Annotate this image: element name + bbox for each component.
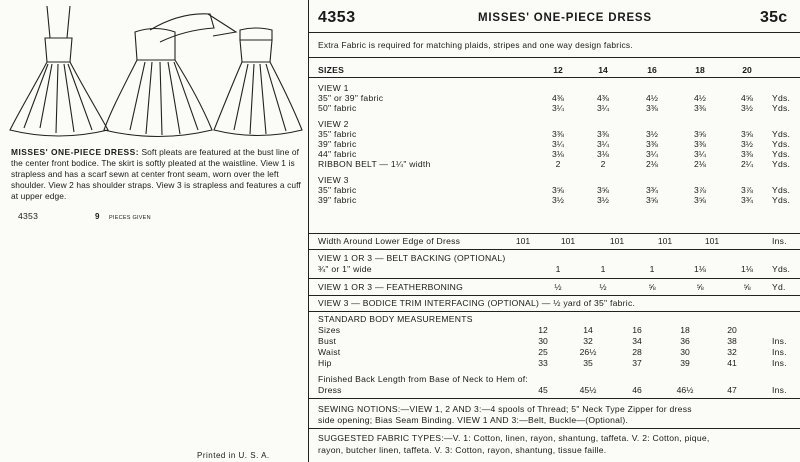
- width-unit: Ins.: [772, 236, 787, 246]
- measurement-row-value: 41: [727, 358, 737, 368]
- fabric-row-value: 3⅛: [552, 149, 564, 159]
- featherboning-value: ½: [599, 282, 607, 292]
- fabric-row-value: 3⅝: [597, 185, 609, 195]
- description-title: MISSES' ONE-PIECE DRESS:: [11, 147, 140, 157]
- fabric-row-value: 3½: [741, 139, 753, 149]
- fabric-row-value: 3¼: [597, 103, 609, 113]
- back-length-label: Finished Back Length from Base of Neck to Hem of:: [318, 374, 528, 384]
- belt-backing-unit: Yds.: [772, 264, 791, 274]
- fabric-row-label: 35" fabric: [318, 129, 357, 139]
- size-header: 18: [695, 65, 705, 75]
- width-value: 101: [609, 236, 625, 246]
- sewing-notions-line-2: side opening; Bias Seam Binding. VIEW 1 AND 3:—Belt, Buckle—(Optional).: [318, 415, 629, 425]
- fabric-row-value: 4⅝: [741, 93, 753, 103]
- fabric-row-value: 3⅞: [741, 185, 753, 195]
- fabric-row-value: 4⅜: [552, 93, 564, 103]
- pattern-number: 4353: [318, 9, 356, 26]
- fabric-types-line-2: rayon, butcher linen, taffeta. V. 3: Cotton, rayon, shantung, tissue faille.: [318, 445, 607, 455]
- fabric-types-line-1: SUGGESTED FABRIC TYPES:—V. 1: Cotton, linen, rayon, shantung, taffeta. V. 2: Cotton, pique,: [318, 433, 710, 443]
- dress-view-back-straps: [10, 6, 108, 136]
- featherboning-value: ⅝: [648, 282, 656, 292]
- dress-length-label: Dress: [318, 385, 342, 395]
- fabric-row-value: 3½: [741, 103, 753, 113]
- dress-length-value: 45: [538, 385, 548, 395]
- fabric-row-unit: Yds.: [772, 129, 791, 139]
- fabric-row-value: 3⅜: [741, 149, 753, 159]
- fabric-row-value: 3⅜: [646, 139, 658, 149]
- fabric-row-value: 3¾: [741, 195, 753, 205]
- dress-length-value: 45½: [579, 385, 597, 395]
- measurement-row-value: 12: [538, 325, 548, 335]
- measurement-row-value: 35: [583, 358, 593, 368]
- measurement-row-value: 36: [680, 336, 690, 346]
- divider: [309, 295, 800, 296]
- divider: [309, 428, 800, 429]
- size-header: 12: [553, 65, 563, 75]
- dress-view-strapless: [214, 28, 302, 136]
- pieces-count: 9: [95, 212, 100, 221]
- measurement-row-value: 16: [632, 325, 642, 335]
- divider: [309, 233, 800, 234]
- belt-backing-value: 1: [600, 264, 606, 274]
- view-title: VIEW 2: [318, 119, 349, 129]
- pattern-description: [11, 147, 301, 202]
- sewing-notions-line-1: SEWING NOTIONS:—VIEW 1, 2 AND 3:—4 spools of Thread; 5" Neck Type Zipper for dress: [318, 404, 692, 414]
- fabric-row-value: 2⅛: [646, 159, 658, 169]
- fabric-row-label: 35" or 39" fabric: [318, 93, 384, 103]
- measurement-row-label: Waist: [318, 347, 341, 357]
- measurement-row-value: 30: [538, 336, 548, 346]
- measurement-row-value: 26½: [579, 347, 597, 357]
- measurement-row-unit: Ins.: [772, 358, 787, 368]
- width-value: 101: [515, 236, 531, 246]
- fabric-row-value: 3¾: [646, 185, 658, 195]
- dress-illustrations: [0, 0, 306, 145]
- measurement-row-value: 25: [538, 347, 548, 357]
- fabric-row-value: 3⅜: [597, 129, 609, 139]
- measurement-row-value: 38: [727, 336, 737, 346]
- belt-backing-value: 1: [555, 264, 561, 274]
- fabric-row-value: 2¼: [741, 159, 753, 169]
- belt-backing-value: 1⅛: [741, 264, 753, 274]
- dress-length-value: 47: [727, 385, 737, 395]
- extra-fabric-note: Extra Fabric is required for matching plaids, stripes and one way design fabrics.: [318, 40, 633, 50]
- belt-backing-title: VIEW 1 OR 3 — BELT BACKING (OPTIONAL): [318, 253, 506, 263]
- pattern-title: MISSES' ONE-PIECE DRESS: [478, 12, 652, 24]
- featherboning-value: ⅝: [743, 282, 751, 292]
- width-label: Width Around Lower Edge of Dress: [318, 236, 461, 246]
- width-value: 101: [657, 236, 673, 246]
- fabric-row-value: 3⅝: [694, 195, 706, 205]
- width-value: 101: [704, 236, 720, 246]
- measurement-row-value: 37: [632, 358, 642, 368]
- divider: [309, 32, 800, 33]
- measurement-row-value: 34: [632, 336, 642, 346]
- measurements-title: STANDARD BODY MEASUREMENTS: [318, 314, 473, 324]
- fabric-chart-panel: [308, 0, 800, 462]
- fabric-row-value: 3⅜: [646, 103, 658, 113]
- fabric-row-value: 3½: [597, 195, 609, 205]
- pattern-code: 4353: [18, 211, 39, 221]
- featherboning-label: VIEW 1 OR 3 — FEATHERBONING: [318, 282, 464, 292]
- divider: [309, 77, 800, 78]
- fabric-row-unit: Yds.: [772, 103, 791, 113]
- fabric-row-value: 3⅛: [597, 149, 609, 159]
- fabric-row-label: 35" fabric: [318, 185, 357, 195]
- fabric-row-value: 3¼: [694, 149, 706, 159]
- fabric-row-label: 39" fabric: [318, 139, 357, 149]
- belt-backing-value: 1: [649, 264, 655, 274]
- divider: [309, 278, 800, 279]
- featherboning-unit: Yd.: [772, 282, 786, 292]
- description-body: Soft pleats are featured at the bust line of the center front bodice. The skirt is softly pleated at the waistline. View 1 is strapless and has a scarf sewn at center front seam, worn over the left shoulder. View 2 has shoulder straps. View 3 is strapless and features a cuff at upper edge.: [11, 147, 301, 201]
- fabric-row-value: 3⅝: [694, 129, 706, 139]
- fabric-row-value: 3¼: [552, 103, 564, 113]
- featherboning-value: ⅝: [696, 282, 704, 292]
- fabric-row-value: 2: [600, 159, 606, 169]
- divider: [309, 249, 800, 250]
- fabric-row-unit: Yds.: [772, 93, 791, 103]
- fabric-row-label: RIBBON BELT — 1¼" width: [318, 159, 431, 169]
- measurement-row-value: 32: [727, 347, 737, 357]
- belt-backing-value: 1⅛: [694, 264, 706, 274]
- fabric-row-value: 3⅝: [646, 195, 658, 205]
- fabric-row-unit: Yds.: [772, 159, 791, 169]
- measurement-row-value: 18: [680, 325, 690, 335]
- fabric-row-value: 4⅜: [597, 93, 609, 103]
- fabric-row-value: 4½: [646, 93, 658, 103]
- price: 35c: [760, 9, 788, 26]
- pieces-label: PIECES GIVEN: [109, 215, 151, 221]
- view-title: VIEW 1: [318, 83, 349, 93]
- fabric-row-unit: Yds.: [772, 195, 791, 205]
- measurement-row-value: 39: [680, 358, 690, 368]
- measurement-row-label: Sizes: [318, 325, 341, 335]
- fabric-row-value: 3¼: [552, 139, 564, 149]
- printed-in: Printed in U. S. A.: [197, 451, 270, 460]
- fabric-row-unit: Yds.: [772, 185, 791, 195]
- dress-length-unit: Ins.: [772, 385, 787, 395]
- fabric-row-value: 3⅝: [552, 185, 564, 195]
- view-title: VIEW 3: [318, 175, 349, 185]
- fabric-row-unit: Yds.: [772, 149, 791, 159]
- size-header: 20: [742, 65, 752, 75]
- size-header: 16: [647, 65, 657, 75]
- fabric-row-unit: Yds.: [772, 139, 791, 149]
- measurement-row-label: Bust: [318, 336, 337, 346]
- fabric-row-value: 3¼: [646, 149, 658, 159]
- fabric-row-value: 3⅝: [741, 129, 753, 139]
- fabric-row-value: 3½: [552, 195, 564, 205]
- featherboning-value: ½: [554, 282, 562, 292]
- fabric-row-value: 3⅜: [694, 103, 706, 113]
- divider: [309, 311, 800, 312]
- fabric-row-value: 3⅜: [694, 139, 706, 149]
- fabric-row-label: 50" fabric: [318, 103, 357, 113]
- measurement-row-value: 20: [727, 325, 737, 335]
- measurement-row-value: 30: [680, 347, 690, 357]
- divider: [309, 398, 800, 399]
- sizes-label: SIZES: [318, 65, 345, 75]
- dress-length-value: 46½: [676, 385, 694, 395]
- fabric-row-value: 3½: [646, 129, 658, 139]
- fabric-row-value: 4½: [694, 93, 706, 103]
- left-panel: [0, 0, 306, 462]
- fabric-row-value: 3⅜: [552, 129, 564, 139]
- measurement-row-label: Hip: [318, 358, 332, 368]
- fabric-row-value: 3¼: [597, 139, 609, 149]
- fabric-row-value: 2⅛: [694, 159, 706, 169]
- fabric-row-label: 39" fabric: [318, 195, 357, 205]
- bodice-trim: VIEW 3 — BODICE TRIM INTERFACING (OPTIONAL) — ½ yard of 35" fabric.: [318, 298, 636, 308]
- divider: [309, 57, 800, 58]
- fabric-row-value: 3⅞: [694, 185, 706, 195]
- belt-backing-label: ¾" or 1" wide: [318, 264, 372, 274]
- dress-length-value: 46: [632, 385, 642, 395]
- measurement-row-value: 28: [632, 347, 642, 357]
- dress-view-scarf: [104, 14, 236, 137]
- width-value: 101: [560, 236, 576, 246]
- fabric-row-label: 44" fabric: [318, 149, 357, 159]
- measurement-row-value: 33: [538, 358, 548, 368]
- fabric-row-value: 2: [555, 159, 561, 169]
- measurement-row-value: 14: [583, 325, 593, 335]
- measurement-row-unit: Ins.: [772, 336, 787, 346]
- size-header: 14: [598, 65, 608, 75]
- measurement-row-value: 32: [583, 336, 593, 346]
- measurement-row-unit: Ins.: [772, 347, 787, 357]
